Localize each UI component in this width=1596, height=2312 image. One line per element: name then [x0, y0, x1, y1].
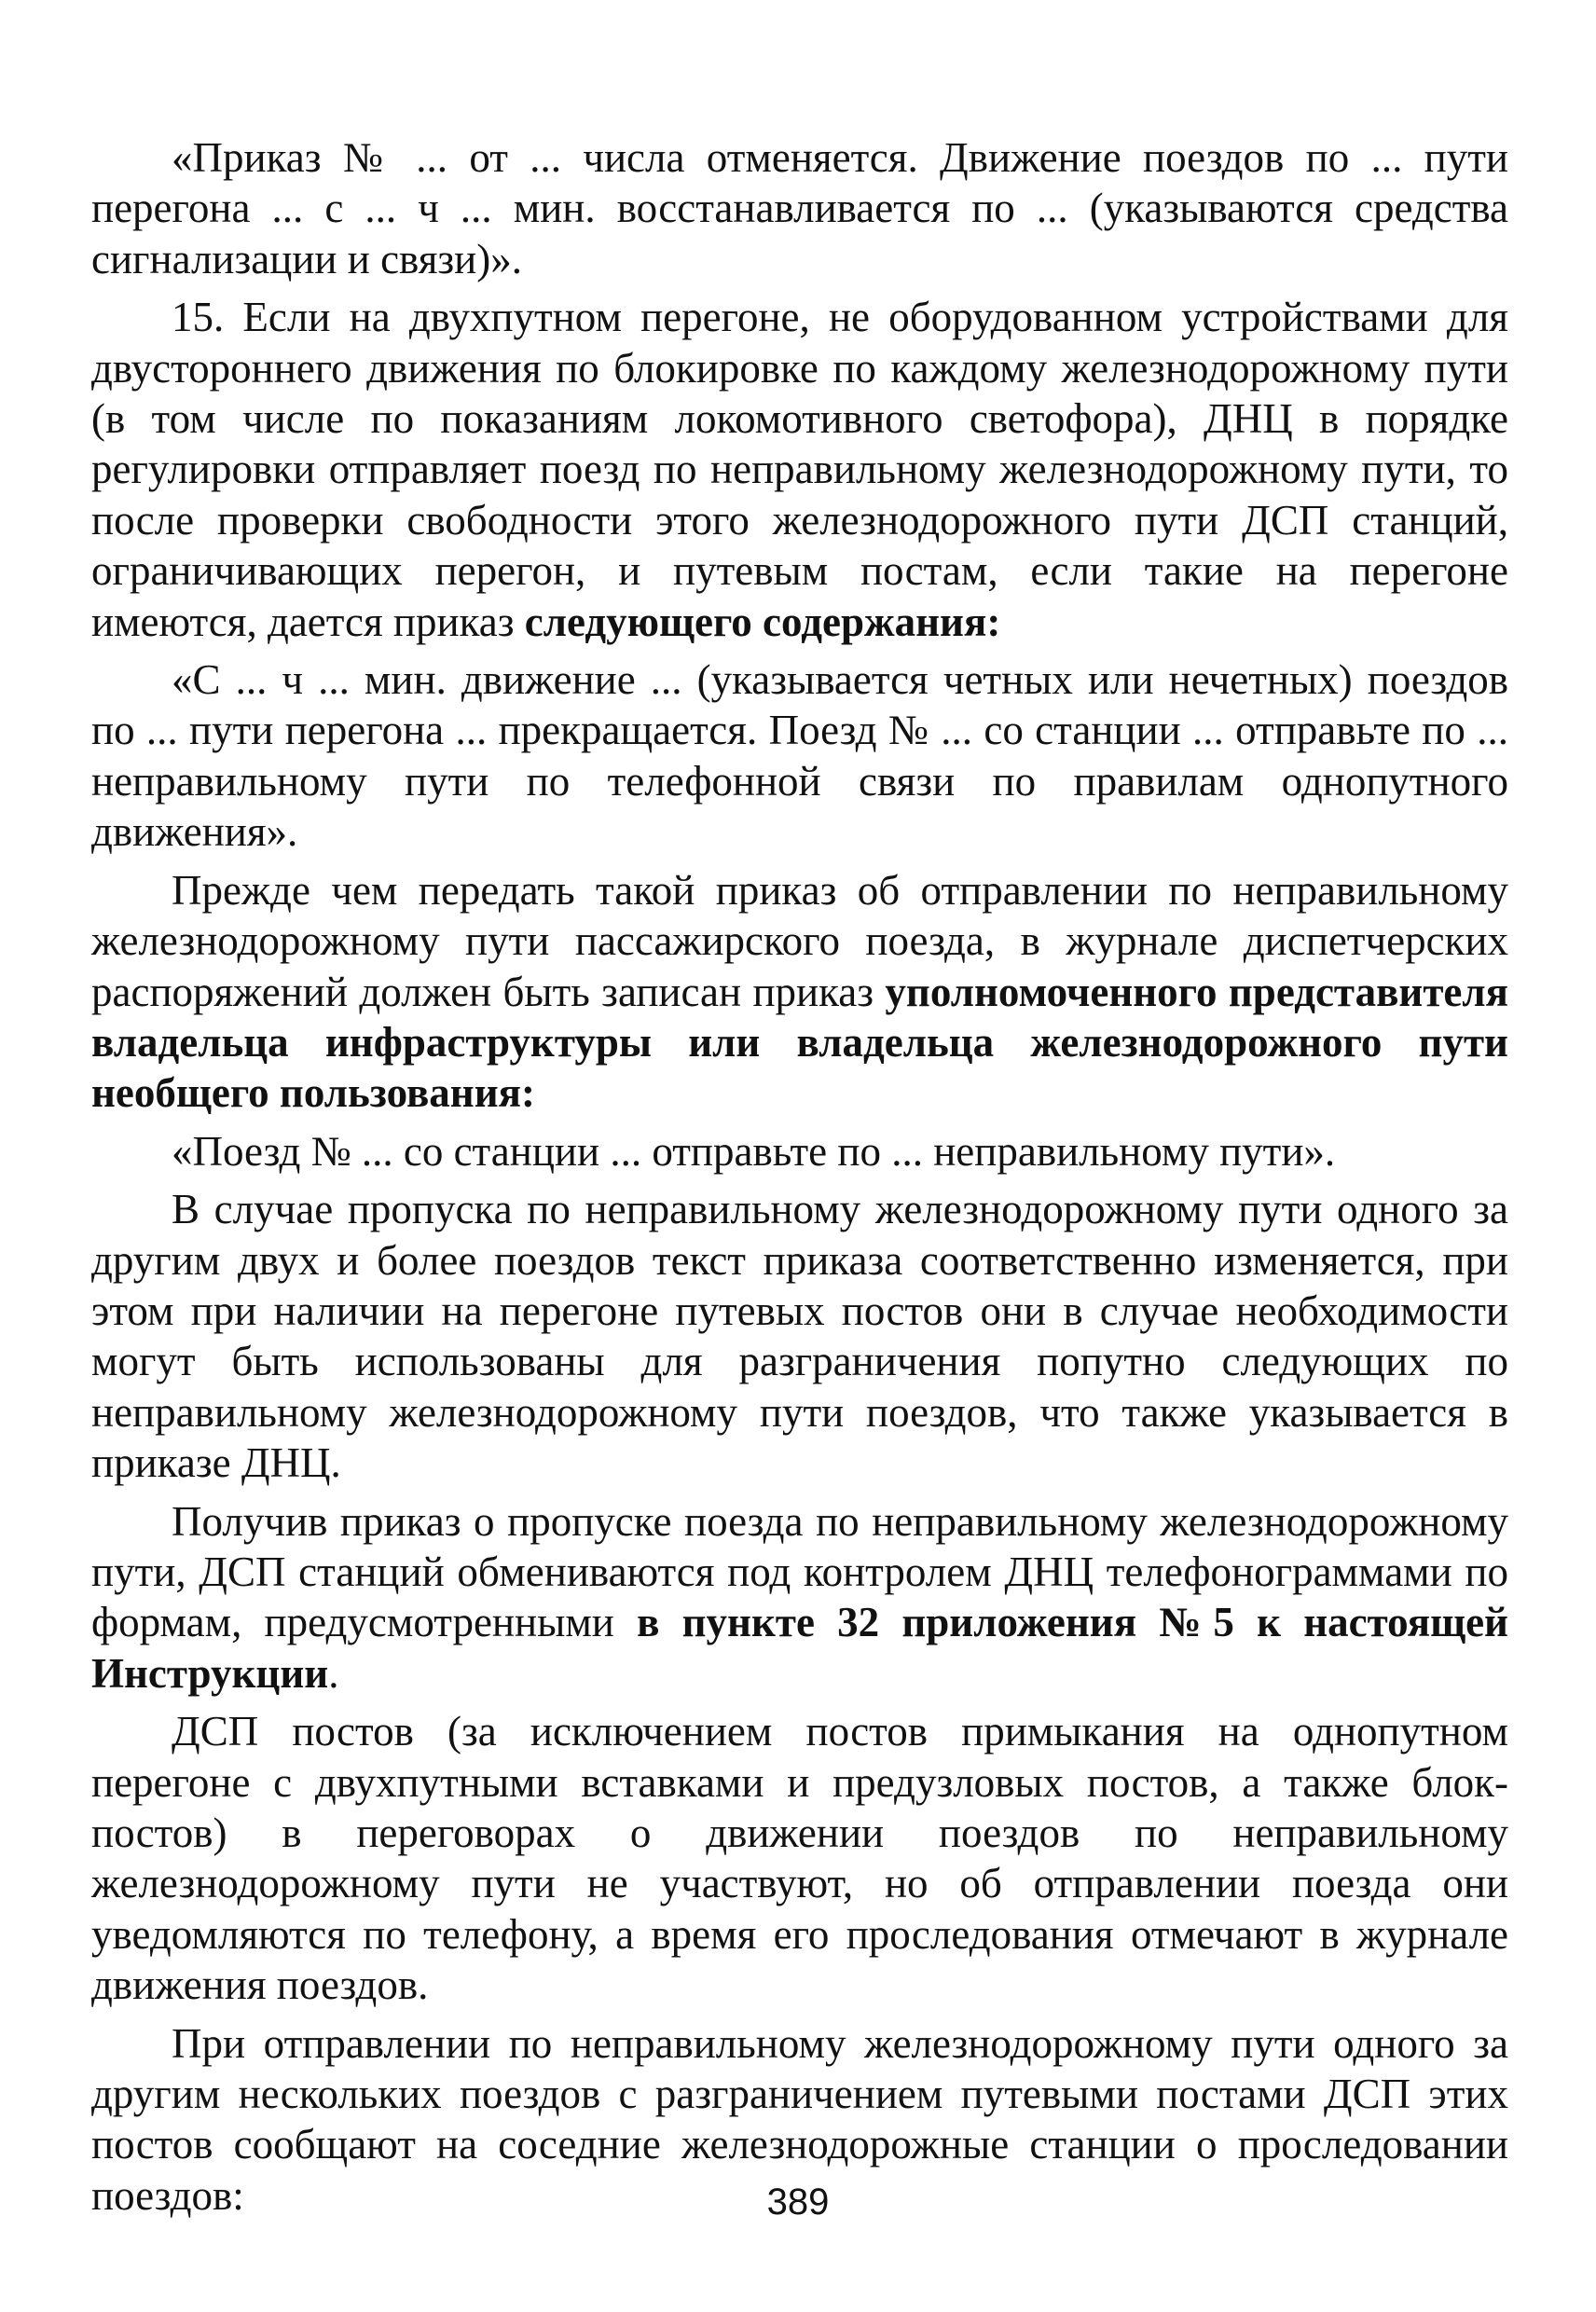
text-run: . [328, 1649, 339, 1697]
text-run: При отправлении по неправильному железнодорожному пути одного за другим нескольких поездов с разграничением путевыми постами ДСП этих постов сообщают на соседние железнодорожные станции о проследовании поездов: [91, 2019, 1508, 2219]
paragraph-multiple-trains [91, 1184, 1508, 1488]
paragraph-order-cancel [91, 132, 1508, 284]
bold-text-run: в пункте 32 приложения №5 к настоящей Инструкции [91, 1599, 1508, 1697]
bold-text-run: следующего содержания: [524, 598, 1001, 645]
text-run: «Поезд № ... со станции ... отправьте по ... неправильному пути». [172, 1127, 1336, 1175]
text-run: «С ... ч ... мин. движение ... (указывается четных или нечетных) поездов по ... пути перегона ... прекращается. Поезд № ... со станции ... отправьте по ... неправильному пути по телефонной связи по правилам однопутного движения». [91, 656, 1508, 856]
document-page-body [91, 132, 1508, 2228]
text-run: ДСП постов (за исключением постов примыкания на однопутном перегоне с двухпутными вставками и предузловых постов, а также блок-постов) в переговорах о движении поездов по неправильному железнодорожному пути не участвуют, но об отправлении поезда они уведомляются по телефону, а время его проследования отмечают в журнале движения поездов. [91, 1708, 1508, 2009]
text-run: Получив приказ о пропуске поезда по неправильному железнодорожному пути, ДСП станций обмениваются под контролем ДНЦ телефонограммами по формам, предусмотренными [91, 1497, 1508, 1646]
paragraph-posts-dsp [91, 1706, 1508, 2010]
paragraph-order-template-send [91, 1126, 1508, 1177]
text-run: «Приказ № ... от ... числа отменяется. Движение поездов по ... пути перегона ... с ... ч ... мин. восстанавливается по ... (указываются средства сигнализации и связи)». [91, 134, 1508, 282]
page-number: 389 [766, 2181, 830, 2223]
text-run: Прежде чем передать такой приказ об отправлении по неправильному железнодорожному пути пассажирского поезда, в журнале диспетчерских распоряжений должен быть записан приказ [91, 866, 1508, 1015]
bold-text-run: уполномоченного представителя владельца инфраструктуры или владельца железнодорожного пути необщего пользования: [91, 968, 1508, 1117]
text-run: В случае пропуска по неправильному железнодорожному пути одного за другим двух и более поездов текст приказа соответственно изменяется, при этом при наличии на перегоне путевых постов они в случае необходимости могут быть использованы для разграничения попутно следующих по неправильному железнодорожному пути поездов, что также указывается в приказе ДНЦ. [91, 1186, 1508, 1487]
paragraph-telephonograms [91, 1496, 1508, 1700]
paragraph-item-15 [91, 292, 1508, 647]
text-run: 15. Если на двухпутном перегоне, не оборудованном устройствами для двустороннего движения по блокировке по каждому железнодорожному пути (в том числе по показаниям локомотивного светофора), ДНЦ в порядке регулировки отправляет поезд по неправильному железнодорожному пути, то после проверки свободности этого железнодорожного пути ДСП станций, ограничивающих перегон, и путевым постам, если такие на перегоне имеются, дается приказ [91, 294, 1508, 645]
paragraph-passenger-train [91, 865, 1508, 1119]
paragraph-order-template-stop [91, 654, 1508, 858]
